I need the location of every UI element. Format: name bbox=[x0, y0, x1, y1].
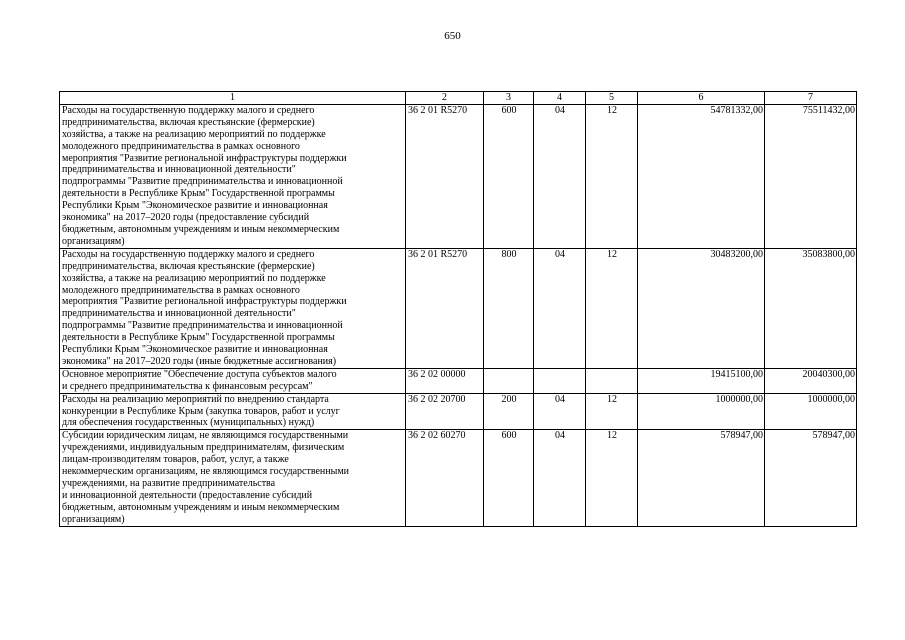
column-header: 2 bbox=[406, 92, 484, 105]
row-col4: 04 bbox=[534, 393, 586, 430]
table-row bbox=[60, 393, 857, 430]
row-amount-col6: 19415100,00 bbox=[638, 368, 765, 393]
row-amount-col7: 1000000,00 bbox=[765, 393, 857, 430]
row-col3: 800 bbox=[484, 248, 534, 368]
row-amount-col7: 20040300,00 bbox=[765, 368, 857, 393]
row-description: Расходы на реализацию мероприятий по внедрению стандарта конкуренции в Республике Крым (закупка товаров, работ и услуг для обеспечения государственных (муниципальных) нужд) bbox=[60, 393, 406, 430]
row-col5: 12 bbox=[586, 104, 638, 248]
row-code: 36 2 02 00000 bbox=[406, 368, 484, 393]
row-amount-col7: 75511432,00 bbox=[765, 104, 857, 248]
row-col3: 200 bbox=[484, 393, 534, 430]
row-amount-col6: 54781332,00 bbox=[638, 104, 765, 248]
row-amount-col7: 578947,00 bbox=[765, 430, 857, 526]
column-header: 4 bbox=[534, 92, 586, 105]
row-col5: 12 bbox=[586, 248, 638, 368]
row-amount-col6: 1000000,00 bbox=[638, 393, 765, 430]
row-code: 36 2 01 R5270 bbox=[406, 104, 484, 248]
table-row bbox=[60, 430, 857, 526]
table-header-row bbox=[60, 92, 857, 105]
row-col3: 600 bbox=[484, 430, 534, 526]
row-col5: 12 bbox=[586, 430, 638, 526]
table-row bbox=[60, 104, 857, 248]
row-amount-col6: 578947,00 bbox=[638, 430, 765, 526]
row-code: 36 2 02 20700 bbox=[406, 393, 484, 430]
page-number: 650 bbox=[444, 30, 461, 42]
row-description: Основное мероприятие "Обеспечение доступа субъектов малого и среднего предпринимательства к финансовым ресурсам" bbox=[60, 368, 406, 393]
row-description: Субсидии юридическим лицам, не являющимся государственными учреждениями, индивидуальным предпринимателям, физическим лицам-производителям товаров, работ, услуг, а также некоммерческим организациям, не являющимся государственными учреждениями, на развитие предпринимательства и инновационной деятельности (предоставление субсидий бюджетным, автономным учреждениям и иным некоммерческим организациям) bbox=[60, 430, 406, 526]
row-col4: 04 bbox=[534, 248, 586, 368]
row-code: 36 2 02 60270 bbox=[406, 430, 484, 526]
column-header: 6 bbox=[638, 92, 765, 105]
row-code: 36 2 01 R5270 bbox=[406, 248, 484, 368]
row-col5 bbox=[586, 368, 638, 393]
column-header: 1 bbox=[60, 92, 406, 105]
table-row bbox=[60, 368, 857, 393]
row-col5: 12 bbox=[586, 393, 638, 430]
row-col4: 04 bbox=[534, 104, 586, 248]
row-col4 bbox=[534, 368, 586, 393]
column-header: 3 bbox=[484, 92, 534, 105]
table-row bbox=[60, 248, 857, 368]
column-header: 7 bbox=[765, 92, 857, 105]
row-amount-col7: 35083800,00 bbox=[765, 248, 857, 368]
budget-table bbox=[59, 91, 857, 527]
row-col3: 600 bbox=[484, 104, 534, 248]
column-header: 5 bbox=[586, 92, 638, 105]
row-col3 bbox=[484, 368, 534, 393]
row-description: Расходы на государственную поддержку малого и среднего предпринимательства, включая крестьянские (фермерские) хозяйства, а также на реализацию мероприятий по поддержке молодежного предпринимательства в рамках основного мероприятия "Развитие региональной инфраструктуры поддержки предпринимательства и инновационной деятельности" подпрограммы "Развитие предпринимательства и инновационной деятельности в Республике Крым" Государственной программы Республики Крым "Экономическое развитие и инновационная экономика" на 2017–2020 годы (иные бюджетные ассигнования) bbox=[60, 248, 406, 368]
row-col4: 04 bbox=[534, 430, 586, 526]
row-description: Расходы на государственную поддержку малого и среднего предпринимательства, включая крестьянские (фермерские) хозяйства, а также на реализацию мероприятий по поддержке молодежного предпринимательства в рамках основного мероприятия "Развитие региональной инфраструктуры поддержки предпринимательства и инновационной деятельности" подпрограммы "Развитие предпринимательства и инновационной деятельности в Республике Крым" Государственной программы Республики Крым "Экономическое развитие и инновационная экономика" на 2017–2020 годы (предоставление субсидий бюджетным, автономным учреждениям и иным некоммерческим организациям) bbox=[60, 104, 406, 248]
row-amount-col6: 30483200,00 bbox=[638, 248, 765, 368]
